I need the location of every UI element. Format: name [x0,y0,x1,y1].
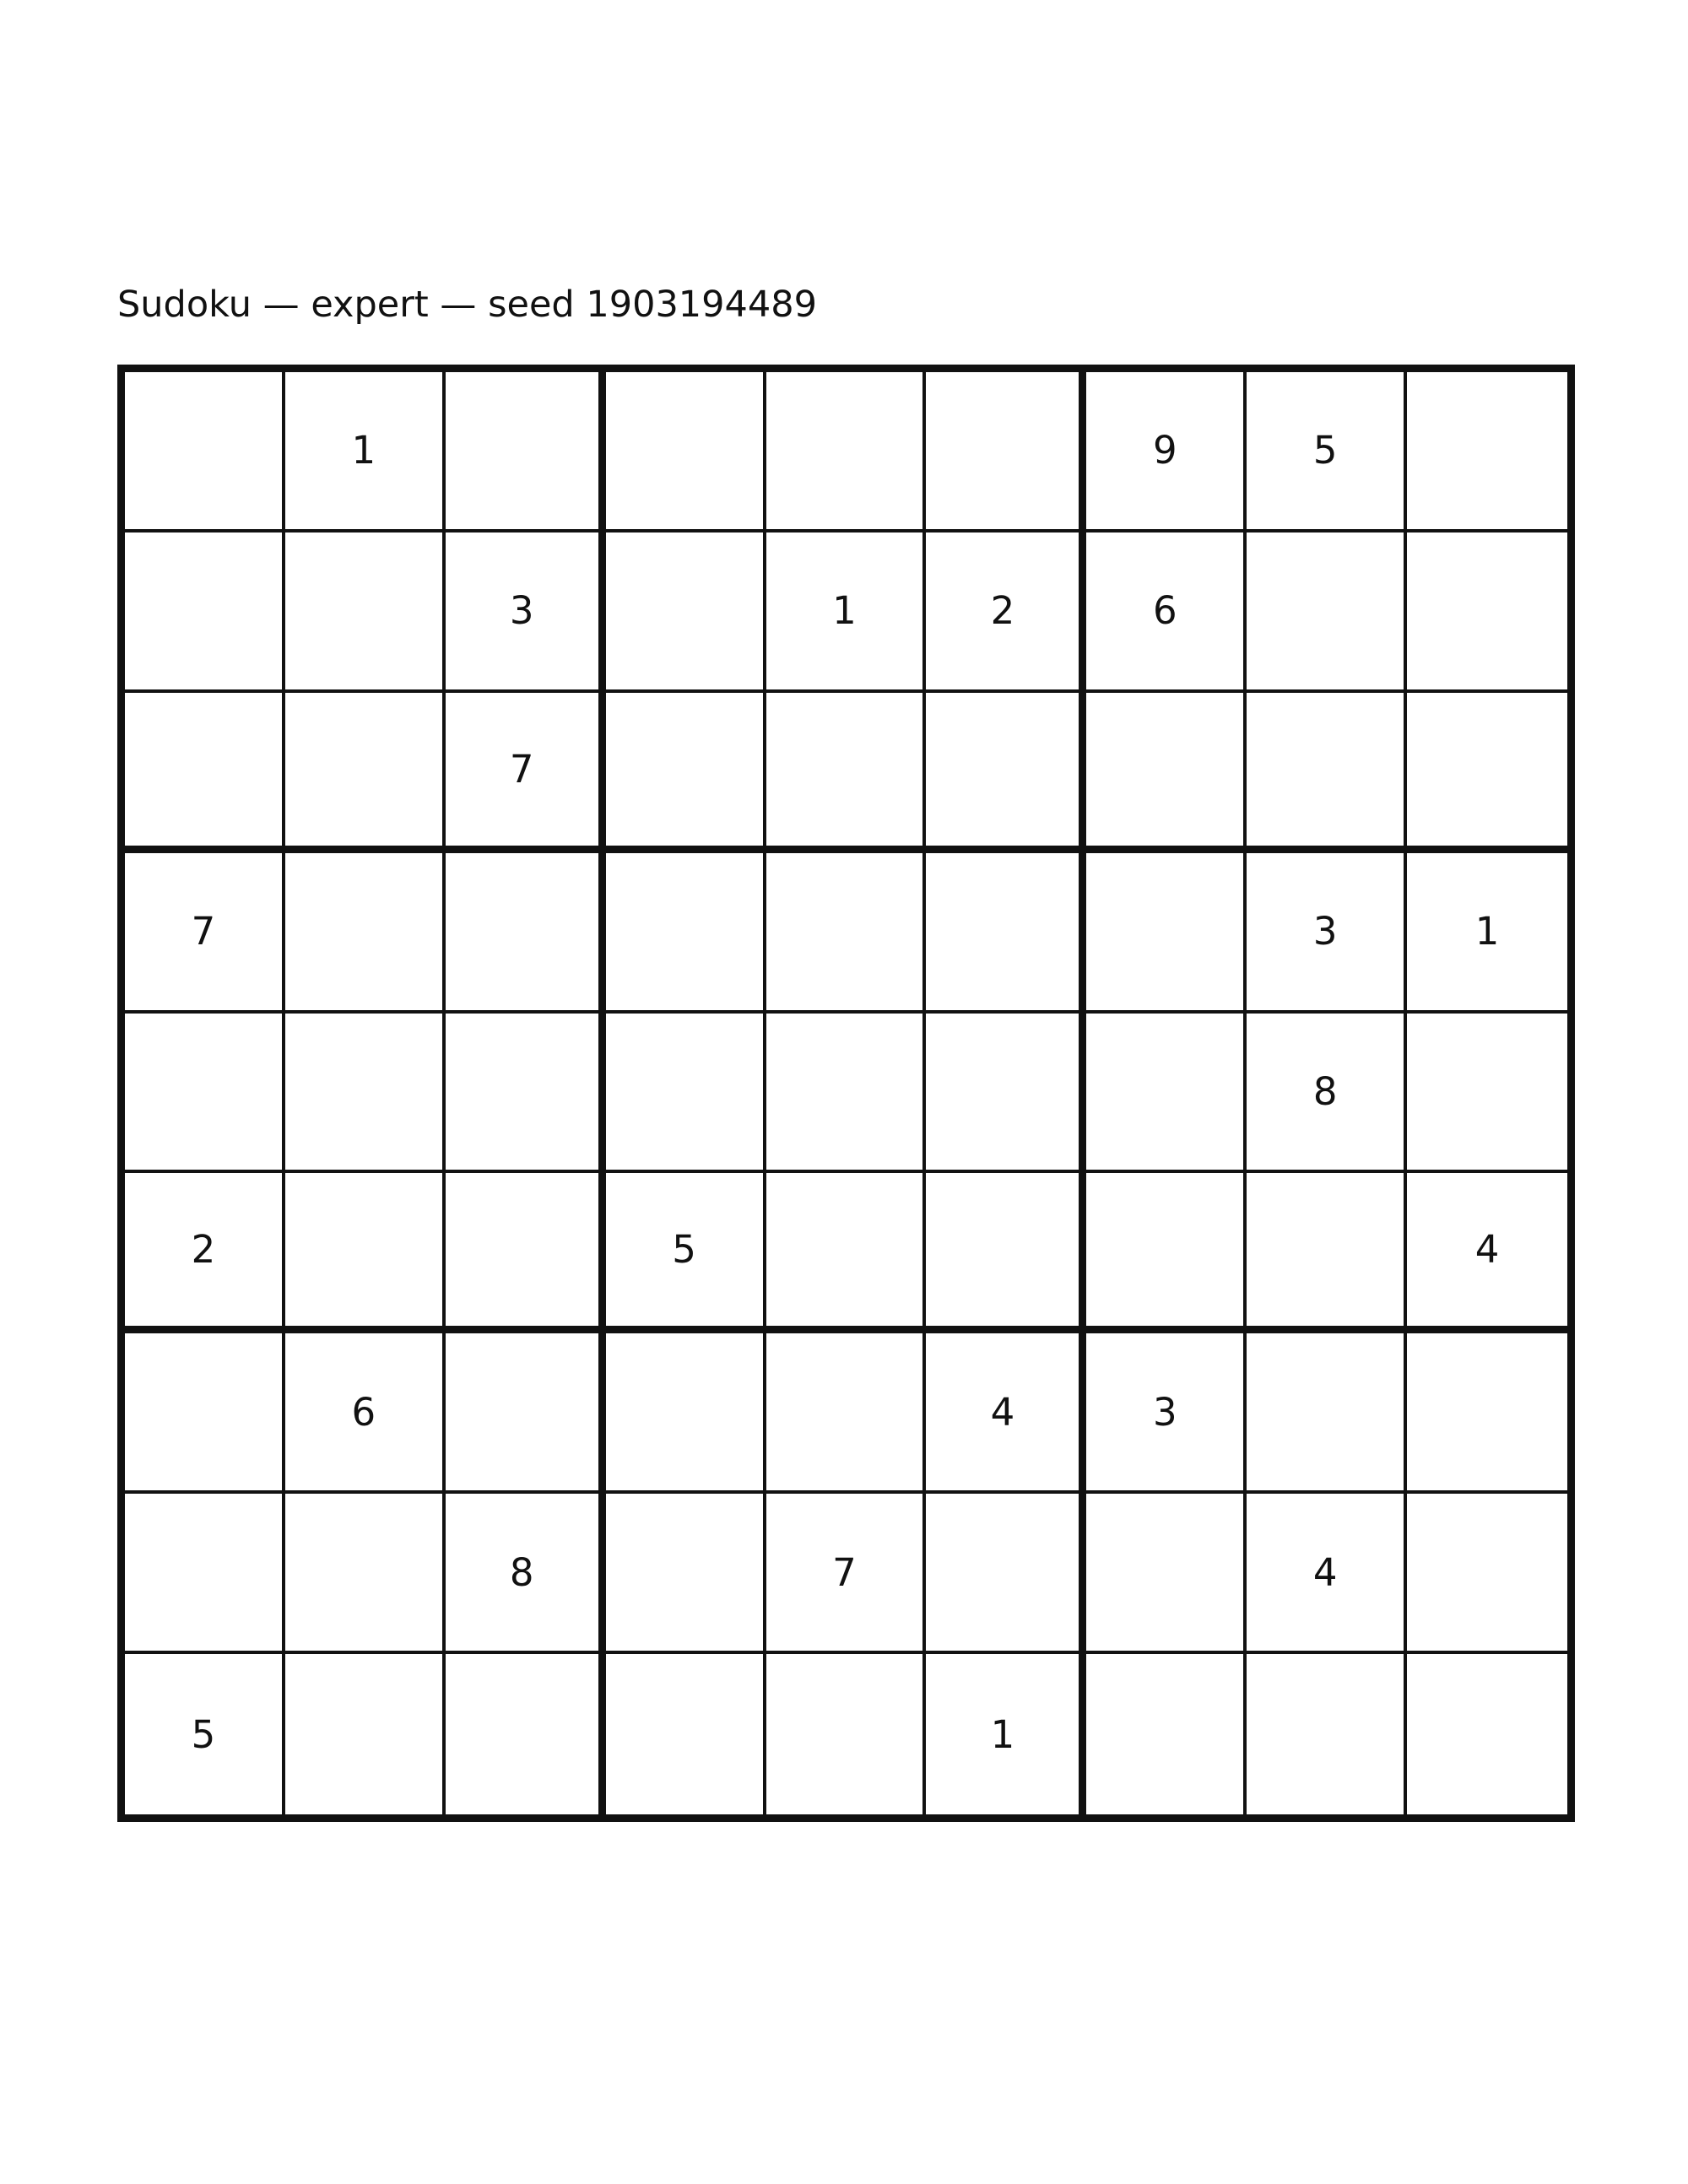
empty-cell[interactable] [285,1654,446,1814]
empty-cell[interactable] [1407,372,1567,532]
given-cell: 5 [1247,372,1407,532]
empty-cell[interactable] [1407,1333,1567,1494]
empty-cell[interactable] [1407,532,1567,693]
empty-cell[interactable] [285,693,446,853]
empty-cell[interactable] [285,853,446,1014]
given-cell: 4 [926,1333,1086,1494]
empty-cell[interactable] [446,1654,606,1814]
empty-cell[interactable] [606,1494,766,1654]
empty-cell[interactable] [606,853,766,1014]
empty-cell[interactable] [1086,853,1247,1014]
empty-cell[interactable] [766,1173,927,1333]
empty-cell[interactable] [606,532,766,693]
empty-cell[interactable] [446,1173,606,1333]
empty-cell[interactable] [606,372,766,532]
empty-cell[interactable] [926,372,1086,532]
empty-cell[interactable] [926,1173,1086,1333]
empty-cell[interactable] [766,693,927,853]
empty-cell[interactable] [1247,1654,1407,1814]
given-cell: 3 [1086,1333,1247,1494]
given-cell: 9 [1086,372,1247,532]
empty-cell[interactable] [1247,1173,1407,1333]
empty-cell[interactable] [1086,1494,1247,1654]
empty-cell[interactable] [1407,693,1567,853]
empty-cell[interactable] [1407,1014,1567,1174]
empty-cell[interactable] [285,532,446,693]
given-cell: 6 [285,1333,446,1494]
given-cell: 3 [1247,853,1407,1014]
empty-cell[interactable] [125,1494,285,1654]
empty-cell[interactable] [926,1014,1086,1174]
empty-cell[interactable] [1247,1333,1407,1494]
given-cell: 5 [125,1654,285,1814]
empty-cell[interactable] [285,1173,446,1333]
empty-cell[interactable] [125,532,285,693]
given-cell: 3 [446,532,606,693]
empty-cell[interactable] [1247,693,1407,853]
empty-cell[interactable] [1086,1014,1247,1174]
empty-cell[interactable] [1086,693,1247,853]
given-cell: 1 [1407,853,1567,1014]
given-cell: 4 [1407,1173,1567,1333]
empty-cell[interactable] [1086,1654,1247,1814]
sudoku-board [117,365,1575,1822]
empty-cell[interactable] [926,693,1086,853]
empty-cell[interactable] [125,693,285,853]
empty-cell[interactable] [1086,1173,1247,1333]
empty-cell[interactable] [766,1654,927,1814]
empty-cell[interactable] [1247,532,1407,693]
empty-cell[interactable] [766,1333,927,1494]
empty-cell[interactable] [125,372,285,532]
empty-cell[interactable] [766,853,927,1014]
empty-cell[interactable] [285,1014,446,1174]
given-cell: 2 [125,1173,285,1333]
given-cell: 8 [1247,1014,1407,1174]
empty-cell[interactable] [926,1494,1086,1654]
given-cell: 7 [125,853,285,1014]
empty-cell[interactable] [766,1014,927,1174]
given-cell: 1 [766,532,927,693]
empty-cell[interactable] [606,1014,766,1174]
empty-cell[interactable] [1407,1654,1567,1814]
empty-cell[interactable] [446,372,606,532]
empty-cell[interactable] [606,1654,766,1814]
empty-cell[interactable] [926,853,1086,1014]
given-cell: 7 [446,693,606,853]
empty-cell[interactable] [125,1014,285,1174]
empty-cell[interactable] [766,372,927,532]
empty-cell[interactable] [606,1333,766,1494]
given-cell: 4 [1247,1494,1407,1654]
empty-cell[interactable] [446,853,606,1014]
given-cell: 2 [926,532,1086,693]
page-title: Sudoku — expert — seed 1903194489 [117,284,817,326]
given-cell: 7 [766,1494,927,1654]
empty-cell[interactable] [446,1333,606,1494]
given-cell: 5 [606,1173,766,1333]
given-cell: 6 [1086,532,1247,693]
empty-cell[interactable] [1407,1494,1567,1654]
empty-cell[interactable] [125,1333,285,1494]
given-cell: 1 [926,1654,1086,1814]
empty-cell[interactable] [606,693,766,853]
given-cell: 1 [285,372,446,532]
empty-cell[interactable] [446,1014,606,1174]
given-cell: 8 [446,1494,606,1654]
empty-cell[interactable] [285,1494,446,1654]
